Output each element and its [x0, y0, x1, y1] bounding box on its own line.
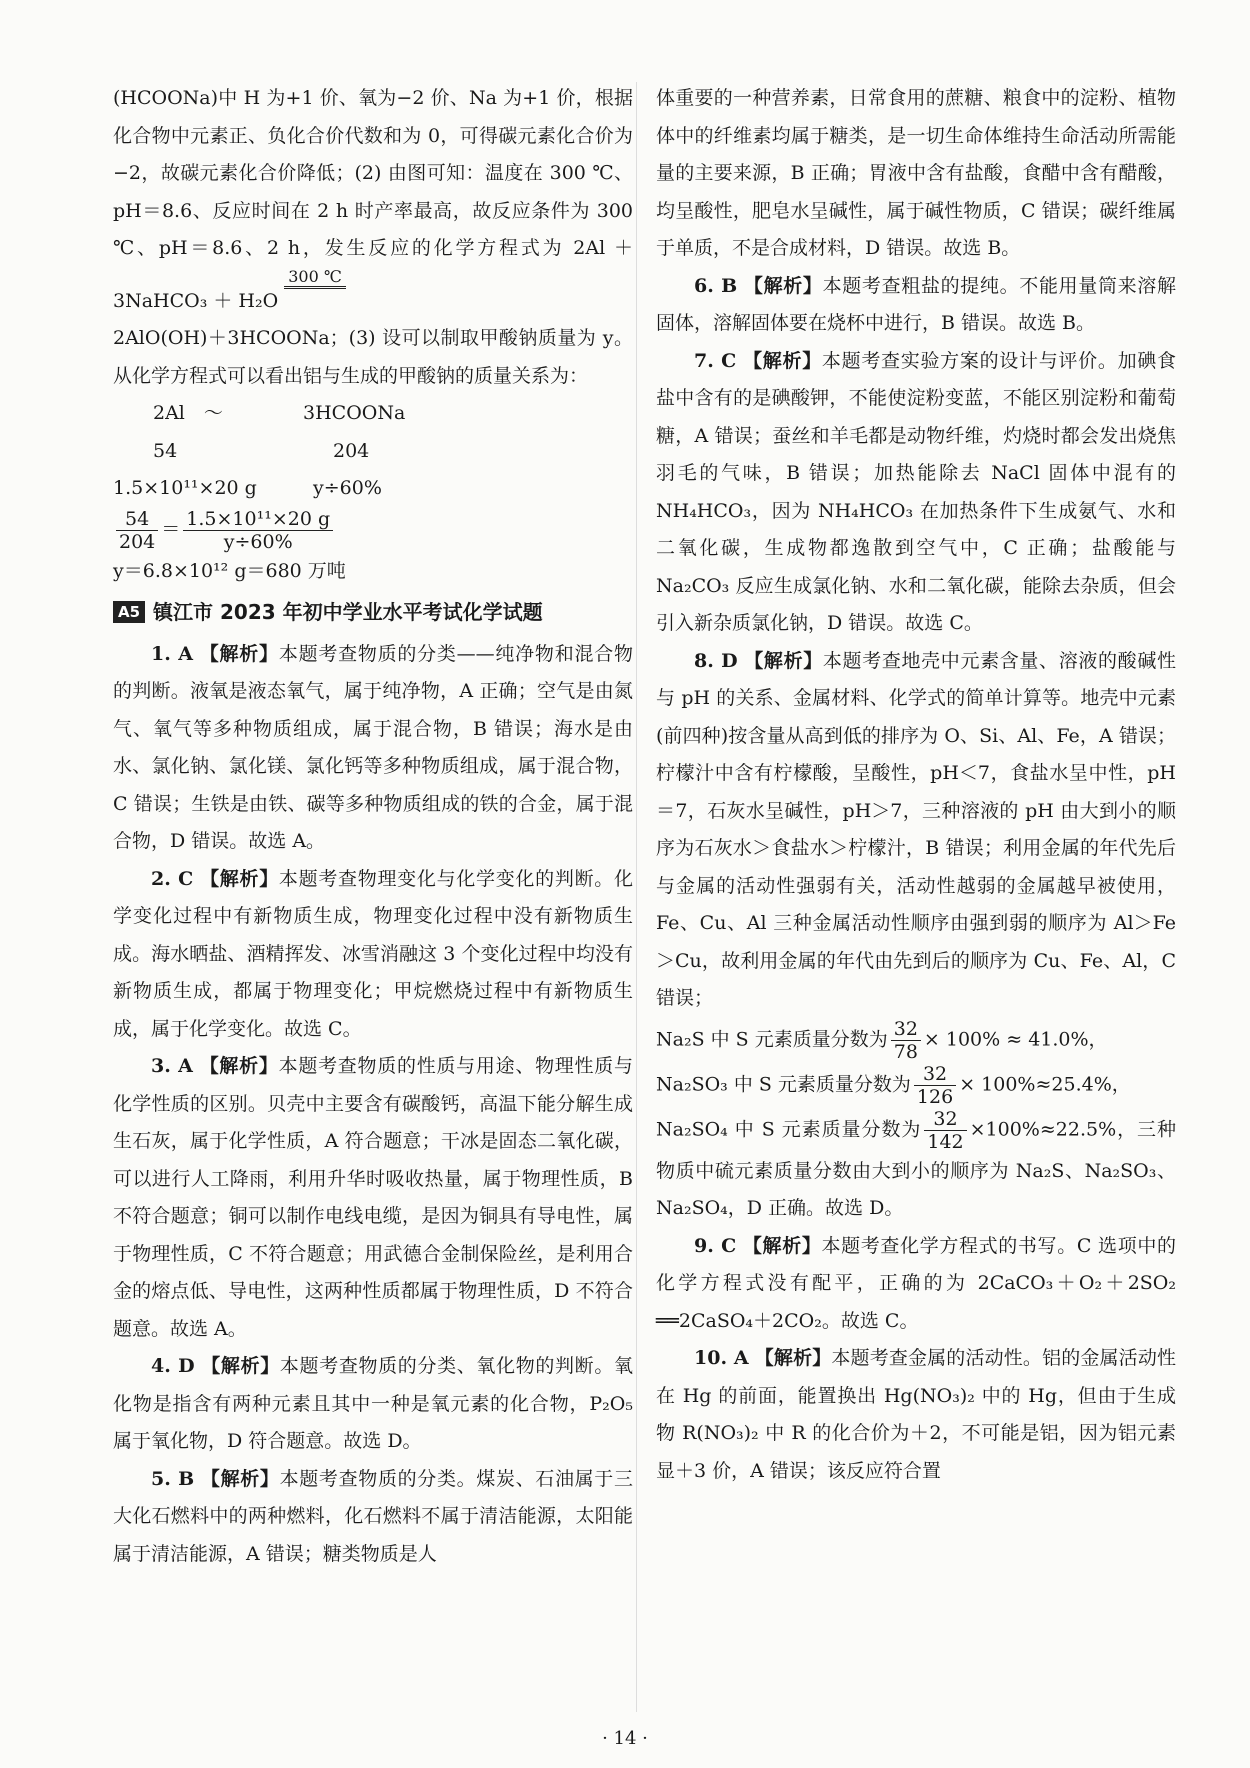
fraction-line: Na₂SO₃ 中 S 元素质量分数为 $\frac{32}{126}$ × 100%≈25.4%，: [656, 1062, 1131, 1108]
answer-8: 8. D 【解析】本题考查地壳中元素含量、溶液的酸碱性与 pH 的关系、金属材料、化学式的简单计算等。地壳中元素(前四种)按含量从高到低的排序为 O、Si、Al、Fe，A 错误；柠檬汁中含有柠檬酸，呈酸性，pH＜7，食盐水呈中性，pH＝7，石灰水呈碱性，pH＞7，三种溶液的 pH 由大到小的顺序为石灰水＞食盐水＞柠檬汁，B 错误；利用金属的年代先后与金属的活动性强弱有关，活动性越弱的金属越早被使用，Fe、Cu、Al 三种金属活动性顺序由强到弱的顺序为 Al＞Fe＞Cu，故利用金属的年代由先到后的顺序为 Cu、Fe、Al，C 错误；: [656, 649, 1176, 1009]
answer-1: 1. A 【解析】本题考查物质的分类——纯净物和混合物的判断。液氧是液态氧气，属于纯净物，A 正确；空气是由氮气、氧气等多种物质组成，属于混合物，B 错误；海水是由水、氯化钠、氯化镁、氯化钙等多种物质组成，属于混合物，C 错误；生铁是由铁、碳等多种物质组成的铁的合金，属于混合物，D 错误。故选 A。: [113, 642, 633, 852]
left-column: [113, 80, 633, 1573]
reaction-condition: 300 ℃: [284, 268, 346, 307]
answer-5: 5. B 【解析】本题考查物质的分类。煤炭、石油属于三大化石燃料中的两种燃料，化石燃料不属于清洁能源，太阳能属于清洁能源，A 错误；糖类物质是人: [113, 1467, 633, 1565]
calc-row: 1.5×10¹¹×20 g y÷60%: [113, 477, 382, 499]
right-column: [656, 80, 1176, 1490]
answer-7: 7. C 【解析】本题考查实验方案的设计与评价。加碘食盐中含有的是碘酸钾，不能使淀粉变蓝，不能区别淀粉和葡萄糖，A 错误；蚕丝和羊毛都是动物纤维，灼烧时都会发出烧焦羽毛的气味，B 错误；加热能除去 NaCl 固体中混有的 NH₄HCO₃，因为 NH₄HCO₃ 在加热条件下生成氨气、水和二氧化碳，生成物都逸散到空气中，C 正确；盐酸能与 Na₂CO₃ 反应生成氯化钠、水和二氧化碳，能除去杂质，但会引入新杂质氯化钠，D 错误。故选 C。: [656, 349, 1176, 634]
page-number: · 14 ·: [602, 1728, 648, 1749]
text-paragraph: 2AlO(OH)＋3HCOONa；(3) 设可以制取甲酸钠质量为 y。从化学方程式可以看出铝与生成的甲酸钠的质量关系为：: [113, 327, 633, 387]
text-paragraph: (HCOONa)中 H 为+1 价、氧为−2 价、Na 为+1 价，根据化合物中元素正、负化合价代数和为 0，可得碳元素化合价为−2，故碳元素化合价降低；(2) 由图可知：温度在 300 ℃、pH＝8.6、反应时间在 2 h 时产率最高，故反应条件为 300 ℃、pH＝8.6、2 h，发生反应的化学方程式为 2Al ＋ 3NaHCO₃ ＋ H₂O 300 ℃: [113, 87, 633, 312]
calc-row: 54 204: [153, 439, 370, 462]
fraction-line: Na₂S 中 S 元素质量分数为 $\frac{32}{78}$ × 100% ≈ 41.0%，: [656, 1017, 1108, 1063]
result-line: y＝6.8×10¹² g＝680 万吨: [113, 559, 346, 582]
answer-9: 9. C 【解析】本题考查化学方程式的书写。C 选项中的化学方程式没有配平，正确的为 2CaCO₃＋O₂＋2SO₂ ══2CaSO₄＋2CO₂。故选 C。: [656, 1234, 1176, 1332]
answer-4: 4. D 【解析】本题考查物质的分类、氧化物的判断。氧化物是指含有两种元素且其中一种是氧元素的化合物，P₂O₅ 属于氧化物，D 符合题意。故选 D。: [113, 1355, 633, 1452]
answer-6: 6. B 【解析】本题考查粗盐的提纯。不能用量筒来溶解固体，溶解固体要在烧杯中进行，B 错误。故选 B。: [656, 274, 1176, 334]
answer-10: 10. A 【解析】本题考查金属的活动性。铝的金属活动性在 Hg 的前面，能置换出 Hg(NO₃)₂ 中的 Hg，但由于生成物 R(NO₃)₂ 中 R 的化合价为＋2，不可能是铝，因为铝元素显＋3 价，A 错误；该反应符合置: [656, 1347, 1176, 1482]
fraction-line: Na₂SO₄ 中 S 元素质量分数为 $\frac{32}{142}$ ×100%≈22.5%，三种物质中硫元素质量分数由大到小的顺序为 Na₂S、Na₂SO₃、Na₂SO₄，D 正确。故选 D。: [656, 1107, 1176, 1219]
answer-2: 2. C 【解析】本题考查物理变化与化学变化的判断。化学变化过程中有新物质生成，物理变化过程中没有新物质生成。海水晒盐、酒精挥发、冰雪消融这 3 个变化过程中均没有新物质生成，都属于物理变化；甲烷燃烧过程中有新物质生成，属于化学变化。故选 C。: [113, 867, 633, 1040]
column-divider: [636, 82, 637, 1712]
calc-row: 2Al ～ 3HCOONa: [153, 402, 406, 424]
proportion-equation: $\frac{54}{204}$ ＝ $\frac{\text{1.5×10¹¹×20 g}}{y\div 60\%}$: [113, 508, 633, 553]
answer-3: 3. A 【解析】本题考查物质的性质与用途、物理性质与化学性质的区别。贝壳中主要含有碳酸钙，高温下能分解生成生石灰，属于化学性质，A 符合题意；干冰是固态二氧化碳，可以进行人工降雨，利用升华时吸收热量，属于物理性质，B 不符合题意；铜可以制作电线电缆，是因为铜具有导电性，属于物理性质，C 不符合题意；用武德合金制保险丝，是利用合金的熔点低、导电性，这两种性质都属于物理性质，D 不符合题意。故选 A。: [113, 1055, 633, 1340]
section-badge: A5: [113, 601, 145, 623]
text-paragraph: 体重要的一种营养素，日常食用的蔗糖、粮食中的淀粉、植物体中的纤维素均属于糖类，是一切生命体维持生命活动所需能量的主要来源，B 正确；胃液中含有盐酸，食醋中含有醋酸，均呈酸性，肥皂水呈碱性，属于碱性物质，C 错误；碳纤维属于单质，不是合成材料，D 错误。故选 B。: [656, 87, 1176, 259]
section-title: A5 镇江市 2023 年初中学业水平考试化学试题: [113, 594, 633, 632]
